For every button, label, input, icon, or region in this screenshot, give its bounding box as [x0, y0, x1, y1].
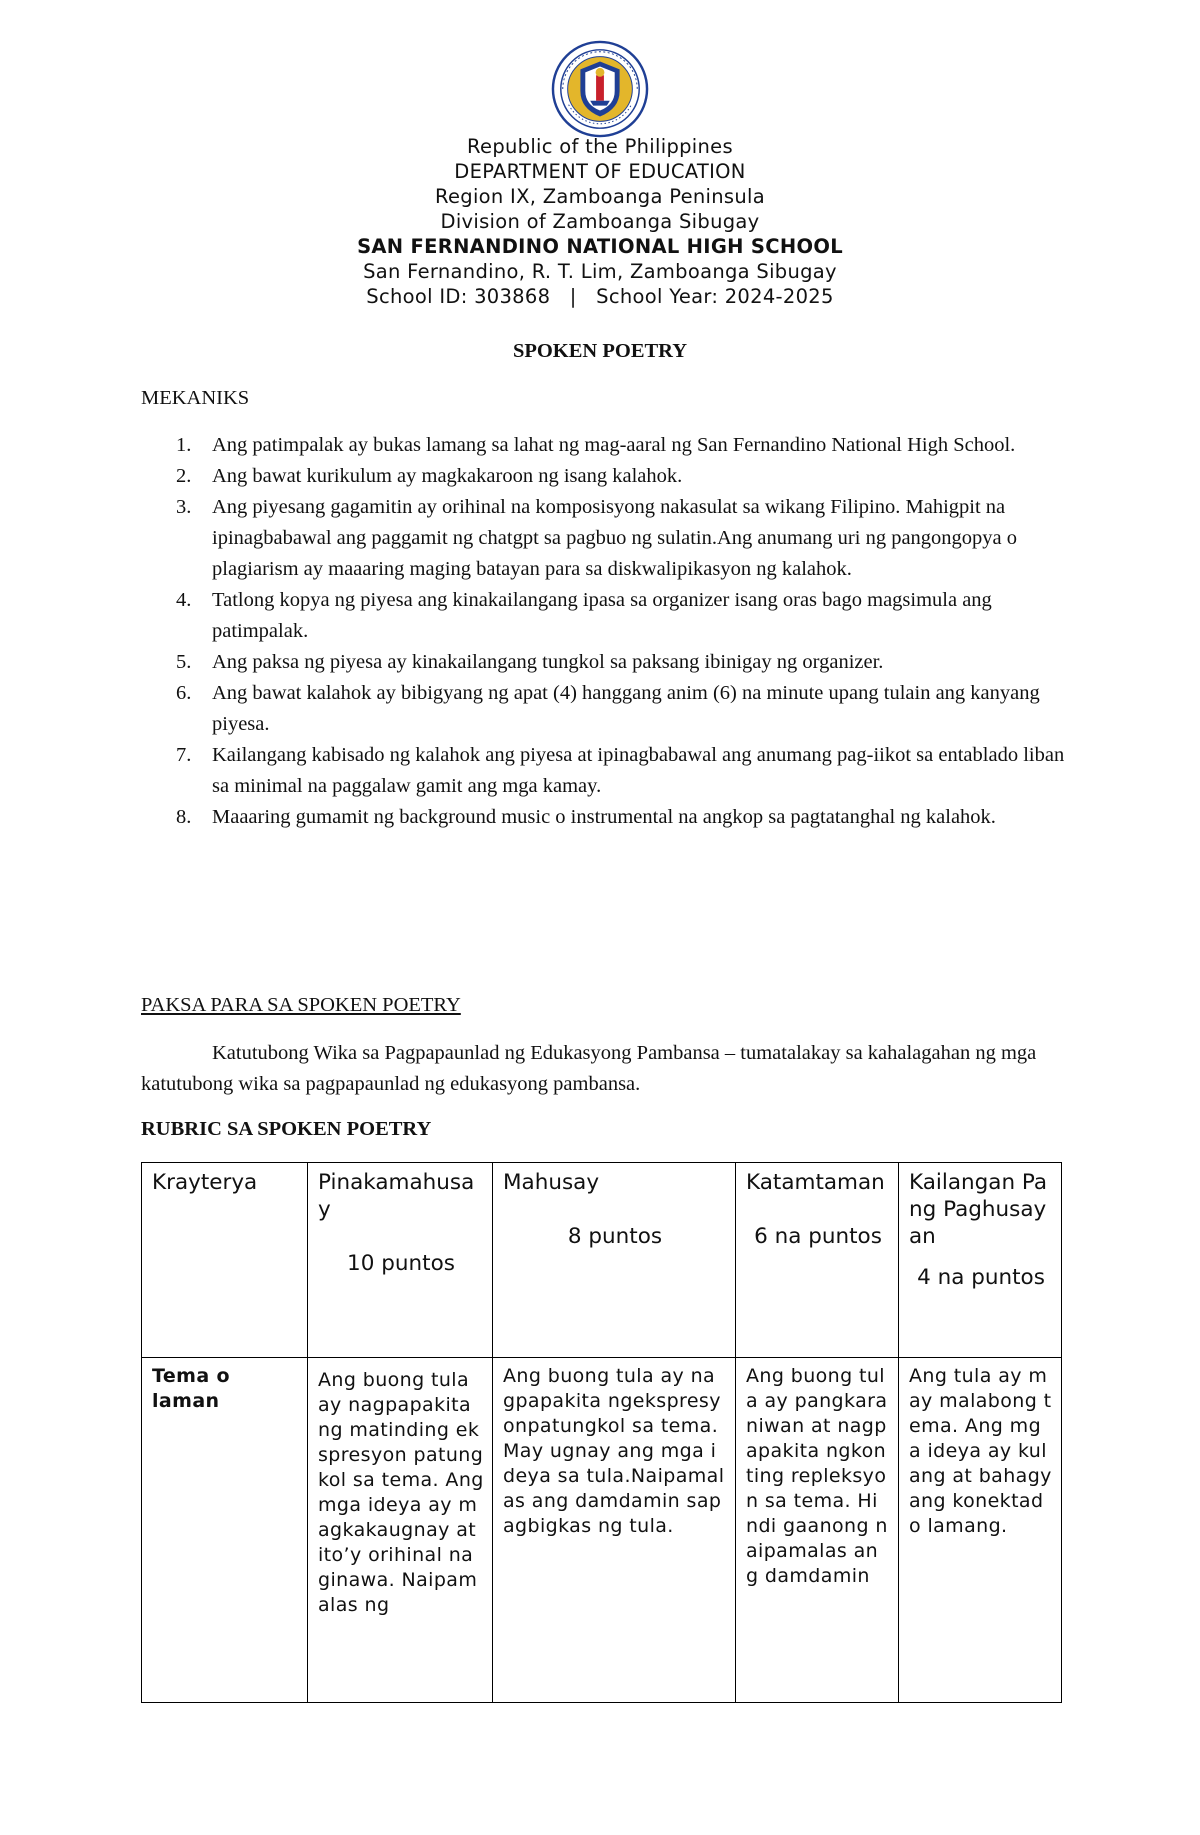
rubric-cell: Ang buong tula ay pangkaraniwan at nagpapakita ngkonting repleksyon sa tema. Hindi gaanong naipamalas ang damdamin — [736, 1358, 899, 1703]
rule-item — [141, 678, 1071, 740]
rule-number: 5. — [176, 651, 192, 673]
rubric-row — [142, 1358, 1062, 1703]
rule-text: Ang paksa ng piyesa ay kinakailangang tungkol sa paksang ibinigay ng organizer. — [212, 651, 884, 673]
rule-text: Tatlong kopya ng piyesa ang kinakailangang ipasa sa organizer isang oras bago magsimula ang patimpalak. — [212, 589, 992, 642]
rule-number: 7. — [176, 744, 192, 766]
rule-item — [141, 740, 1071, 802]
paksa-text: Katutubong Wika sa Pagpapaunlad ng Edukasyong Pambansa – tumatalakay sa kahalagahan ng mga katutubong wika sa pagpapaunlad ng edukasyong pambansa. — [141, 1042, 1037, 1095]
rule-text: Kailangang kabisado ng kalahok ang piyesa at ipinagbabawal ang anumang pag-iikot sa entablado liban sa minimal na paggalaw gamit ang mga kamay. — [212, 744, 1065, 797]
rule-item — [141, 492, 1071, 585]
rule-text: Ang piyesang gagamitin ay orihinal na komposisyong nakasulat sa wikang Filipino. Mahigpit na ipinagbabawal ang paggamit ng chatgpt sa pagbuo ng sulatin.Ang anumang uri ng pangongopya o plagiarism ay maaaring maging batayan para sa diskwalipikasyon ng kalahok. — [212, 496, 1018, 580]
department-line: DEPARTMENT OF EDUCATION — [454, 160, 746, 183]
rubric-cell: Ang tula ay may malabong tema. Ang mga ideya ay kulang at bahagyang konektado lamang. — [899, 1358, 1062, 1703]
column-points: 10 puntos — [347, 1251, 455, 1276]
letterhead — [0, 134, 1200, 309]
deped-seal-logo — [551, 40, 649, 138]
criterion-cell: Tema o laman — [142, 1358, 308, 1703]
rule-text: Ang bawat kurikulum ay magkakaroon ng isang kalahok. — [212, 465, 683, 487]
school-name: SAN FERNANDINO NATIONAL HIGH SCHOOL — [357, 235, 843, 258]
rule-text: Ang patimpalak ay bukas lamang sa lahat ng mag-aaral ng San Fernandino National High School. — [212, 434, 1016, 456]
rule-item — [141, 585, 1071, 647]
rule-number: 2. — [176, 465, 192, 487]
rule-number: 1. — [176, 434, 192, 456]
paksa-heading: PAKSA PARA SA SPOKEN POETRY — [141, 994, 461, 1016]
rules-list — [141, 430, 1071, 833]
rule-number: 6. — [176, 682, 192, 704]
rubric-header-row — [142, 1163, 1062, 1358]
rubric-cell: Ang buong tula ay nagpapakita ngekspresyonpatungkol sa tema. May ugnay ang mga ideya sa tula.Naipamalas ang damdamin sapagbigkas ng tula. — [493, 1358, 736, 1703]
rule-text: Maaaring gumamit ng background music o instrumental na angkop sa pagtatanghal ng kalahok. — [212, 806, 996, 828]
header-cell — [142, 1163, 308, 1358]
school-address: San Fernandino, R. T. Lim, Zamboanga Sibugay — [363, 260, 837, 283]
rule-number: 4. — [176, 589, 192, 611]
column-label: Pinakamahusay — [318, 1170, 475, 1222]
column-points: 4 na puntos — [917, 1265, 1045, 1290]
rubric-cell: Ang buong tula ay nagpapakita ng matinding ekspresyon patungkol sa tema. Ang mga ideya ay magkakaugnay at ito’y orihinal na ginawa. Naipamalas ng — [308, 1358, 493, 1703]
column-points: 8 puntos — [567, 1224, 663, 1249]
column-label: Katamtaman — [746, 1170, 885, 1195]
header-cell — [308, 1163, 493, 1358]
rule-number: 3. — [176, 496, 192, 518]
rule-item — [141, 647, 1071, 678]
rule-item — [141, 802, 1071, 833]
rule-item — [141, 430, 1071, 461]
region-line: Region IX, Zamboanga Peninsula — [435, 185, 765, 208]
header-cell — [736, 1163, 899, 1358]
document-title: SPOKEN POETRY — [512, 340, 688, 362]
column-label: Kailangan Pang Paghusayan — [909, 1170, 1048, 1249]
rule-text: Ang bawat kalahok ay bibigyang ng apat (4) hanggang anim (6) na minute upang tulain ang kanyang piyesa. — [212, 682, 1040, 735]
rule-item — [141, 461, 1071, 492]
column-points: 6 na puntos — [754, 1224, 882, 1249]
rubric-heading: RUBRIC SA SPOKEN POETRY — [141, 1118, 432, 1140]
header-cell — [899, 1163, 1062, 1358]
mekaniks-heading: MEKANIKS — [141, 387, 250, 409]
republic-line: Republic of the Philippines — [467, 135, 733, 158]
column-label: Krayterya — [152, 1170, 258, 1195]
column-label: Mahusay — [503, 1170, 600, 1195]
division-line: Division of Zamboanga Sibugay — [440, 210, 760, 233]
rule-number: 8. — [176, 806, 192, 828]
rubric-table — [141, 1162, 1062, 1703]
header-cell — [493, 1163, 736, 1358]
school-info: School ID: 303868 | School Year: 2024-2025 — [366, 285, 834, 308]
